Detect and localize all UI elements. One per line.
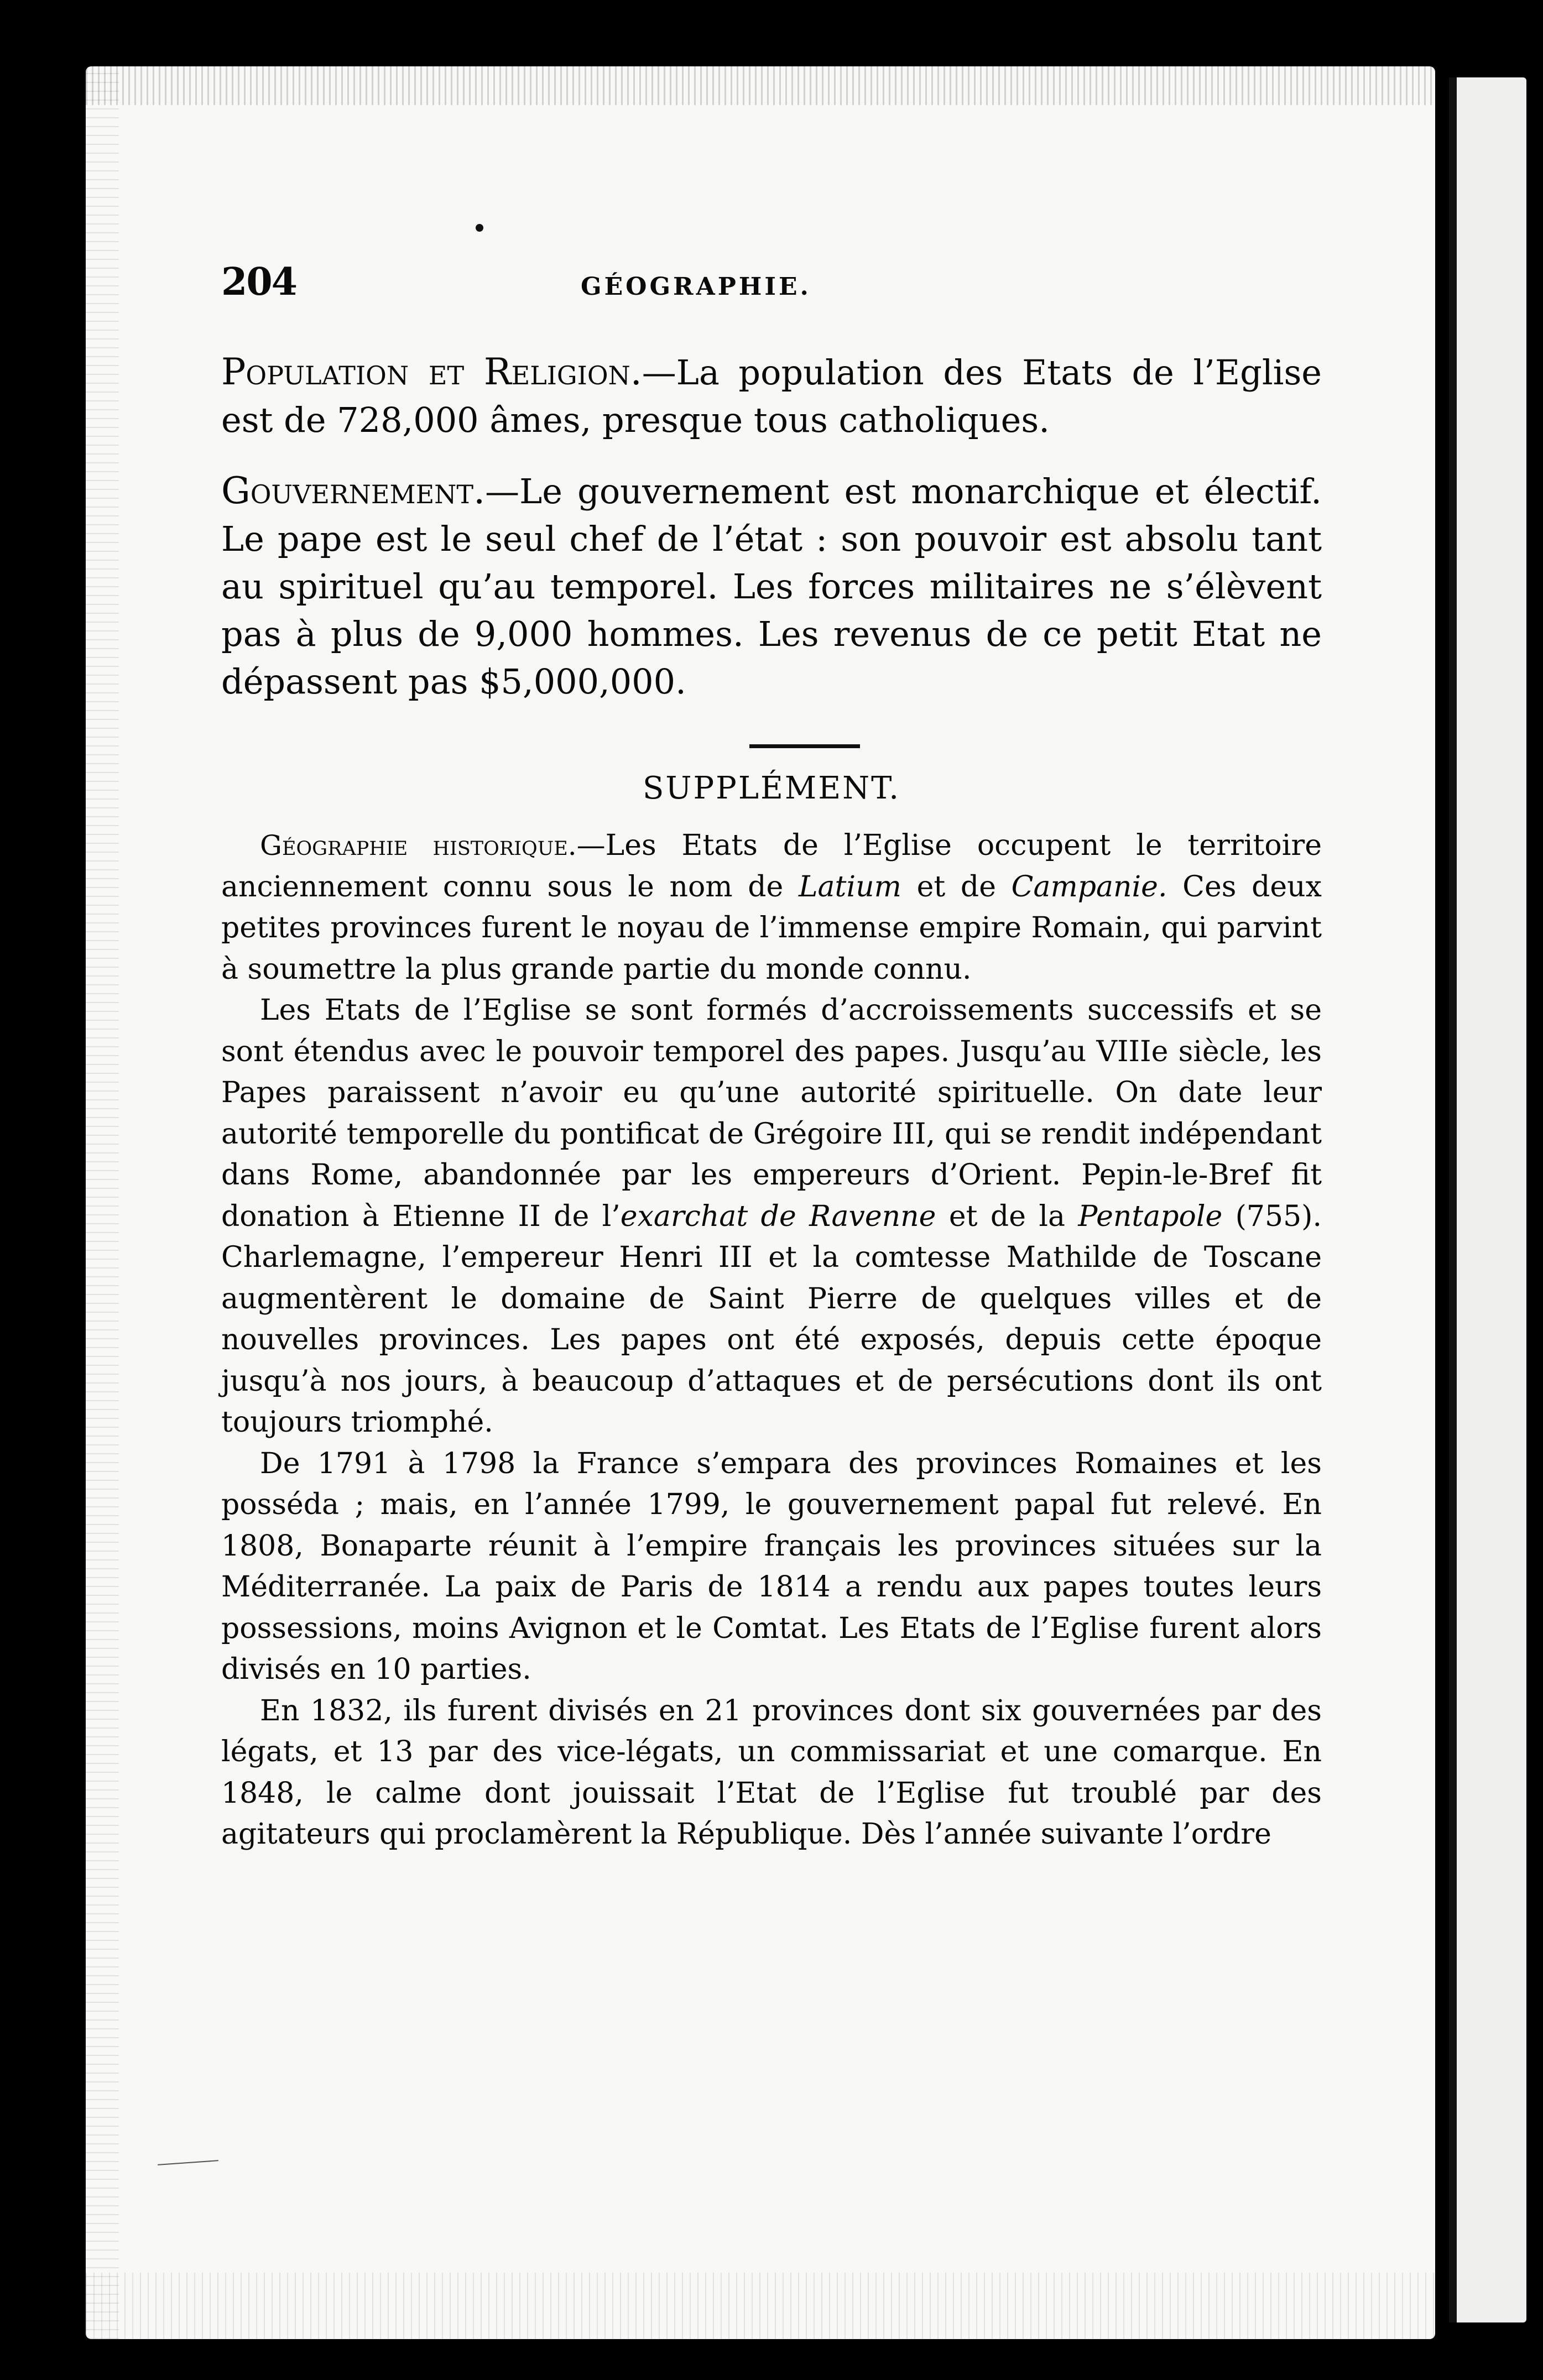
running-head: GÉOGRAPHIE.: [581, 273, 811, 301]
stray-pencil-mark: [158, 2160, 218, 2165]
paragraph-population-text: —La population des Etats de l’Eglise est de 728,000 âmes, presque tous catholiques.: [221, 352, 1322, 440]
italic-campanie: Campanie.: [1011, 870, 1167, 904]
geographie-historique-text-2: et de: [901, 870, 1012, 904]
page-header: [221, 260, 1322, 304]
paragraph-population: [221, 348, 1322, 444]
ink-speck: [476, 224, 483, 232]
paragraph-gouvernement: [221, 467, 1322, 706]
geographie-historique-text-3: Ces deux petites provinces furent le noyau de l’immense empire Romain, qui parvint à soumettre la plus grande partie du monde connu.: [221, 870, 1322, 986]
paragraph-formation-etats: [221, 990, 1322, 1443]
formation-text-1: Les Etats de l’Eglise se sont formés d’accroissements successifs et se sont étendus avec le pouvoir temporel des papes. Jusqu’au VIIIe siècle, les Papes paraissent n’avoir eu qu’une autorité spirituelle. On date leur autorité temporelle du pontificat de Grégoire III, qui se rendit indépendant dans Rome, abandonnée par les empereurs d’Orient. Pepin-le-Bref fit donation à Etienne II de l’: [221, 994, 1322, 1233]
paragraph-1832: En 1832, ils furent divisés en 21 provinces dont six gouvernées par des légats, et 13 par des vice-légats, un commissariat et une comarque. En 1848, le calme dont jouissait l’Etat de l’Eglise fut troublé par des agitateurs qui proclamèrent la République. Dès l’année suivante l’ordre: [221, 1694, 1322, 1851]
italic-pentapole: Pentapole: [1078, 1199, 1223, 1233]
section-heading-population: Population et Religion.: [221, 351, 642, 393]
scan-noise-top: [86, 66, 1435, 105]
section-heading-geographie-historique: Géographie historique.: [260, 829, 577, 862]
page-number: 204: [221, 260, 296, 304]
paragraph-1791-1798: De 1791 à 1798 la France s’empara des provinces Romaines et les posséda ; mais, en l’année 1799, le gouvernement papal fut relevé. En 1808, Bonaparte réunit à l’empire français les provinces situées sur la Méditerranée. La paix de Paris de 1814 a rendu aux papes toutes leurs possessions, moins Avignon et le Comtat. Les Etats de l’Eglise furent alors divisés en 10 parties.: [221, 1447, 1322, 1686]
page-content: [221, 260, 1322, 1855]
italic-exarchat: exarchat de Ravenne: [620, 1199, 936, 1233]
paragraph-gouvernement-text: —Le gouvernement est monarchique et électif. Le pape est le seul chef de l’état : son pouvoir est absolu tant au spirituel qu’au temporel. Les forces militaires ne s’élèvent pas à plus de 9,000 hommes. Les revenus de ce petit Etat ne dépassent pas $5,000,000.: [221, 471, 1322, 702]
section-heading-gouvernement: Gouvernement.: [221, 469, 486, 512]
scan-noise-bottom: [86, 2273, 1435, 2339]
supplement-title: SUPPLÉMENT.: [642, 770, 901, 806]
scan-noise-left: [86, 66, 119, 2339]
italic-latium: Latium: [799, 870, 901, 904]
paragraph-geographie-historique: [221, 825, 1322, 990]
geographie-historique-text-1: —Les Etats de l’Eglise occupent le territoire anciennement connu sous le nom de: [221, 829, 1322, 904]
formation-text-2: et de la: [936, 1199, 1078, 1233]
formation-text-3: (755). Charlemagne, l’empereur Henri III et la comtesse Mathilde de Toscane augmentèrent le domaine de Saint Pierre de quelques villes et de nouvelles provinces. Les papes ont été exposés, depuis cette époque jusqu’à nos jours, à beaucoup d’attaques et de persécutions dont ils ont toujours triomphé.: [221, 1199, 1322, 1439]
section-divider: [749, 744, 860, 748]
adjacent-page-edge: [1449, 77, 1526, 2322]
